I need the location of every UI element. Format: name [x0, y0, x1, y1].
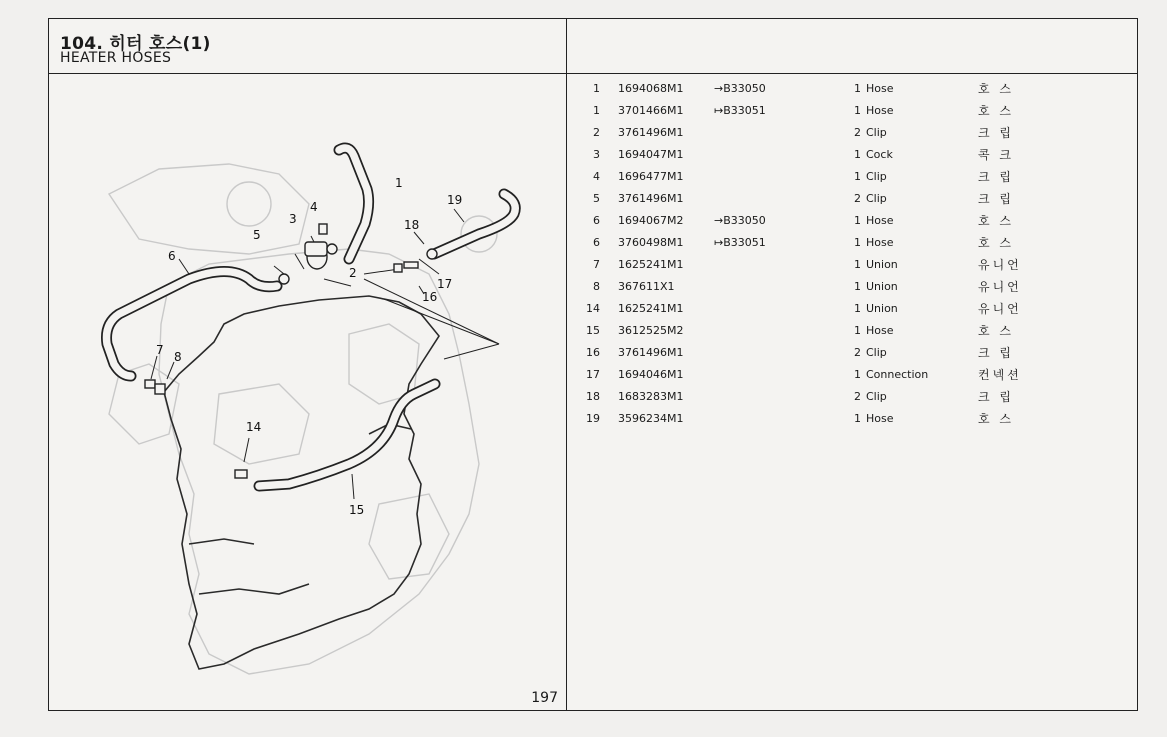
parts-row: [568, 122, 1137, 144]
parts-row: [568, 408, 1137, 430]
ref-number: 2: [593, 126, 600, 139]
part-number: 367611X1: [618, 280, 675, 293]
callout-6: 6: [168, 249, 176, 263]
fittings: [145, 224, 437, 478]
description: Clip: [866, 170, 887, 183]
callout-15: 15: [349, 503, 365, 517]
description-korean: 호 스: [978, 214, 1014, 228]
ref-number: 4: [593, 170, 600, 183]
page-number: 197: [531, 690, 558, 706]
quantity: 2: [854, 126, 861, 139]
quantity: 1: [854, 302, 861, 315]
ref-number: 16: [586, 346, 600, 359]
parts-row: [568, 298, 1137, 320]
header-divider: [566, 19, 567, 73]
description: Hose: [866, 82, 894, 95]
ref-number: 1: [593, 104, 600, 117]
part-number: 1694067M2: [618, 214, 684, 227]
ref-number: 3: [593, 148, 600, 161]
part-number: 1694068M1: [618, 82, 684, 95]
quantity: 1: [854, 280, 861, 293]
description-korean: 호 스: [978, 236, 1014, 250]
callout-8: 8: [174, 350, 182, 364]
description: Union: [866, 280, 898, 293]
quantity: 1: [854, 104, 861, 117]
description-korean: 유니언: [978, 280, 1022, 294]
part-number: 3760498M1: [618, 236, 684, 249]
parts-row: [568, 254, 1137, 276]
description-korean: 컨넥션: [978, 368, 1022, 382]
exploded-diagram: [49, 74, 567, 710]
ref-number: 18: [586, 390, 600, 403]
description-korean: 콕 크: [978, 148, 1014, 162]
callout-14: 14: [246, 420, 262, 434]
ref-number: 15: [586, 324, 600, 337]
description: Hose: [866, 214, 894, 227]
quantity: 1: [854, 148, 861, 161]
ref-number: 5: [593, 192, 600, 205]
quantity: 1: [854, 170, 861, 183]
quantity: 1: [854, 368, 861, 381]
description-korean: 유니언: [978, 258, 1022, 272]
parts-row: [568, 188, 1137, 210]
description: Clip: [866, 390, 887, 403]
callout-7: 7: [156, 343, 164, 357]
page-title-english: HEATER HOSES: [60, 50, 172, 66]
quantity: 1: [854, 324, 861, 337]
callout-5: 5: [253, 228, 261, 242]
description: Clip: [866, 346, 887, 359]
part-number: 1683283M1: [618, 390, 684, 403]
ref-number: 17: [586, 368, 600, 381]
serial-range: →B33050: [714, 82, 766, 95]
ref-number: 8: [593, 280, 600, 293]
ref-number: 7: [593, 258, 600, 271]
description: Union: [866, 258, 898, 271]
part-number: 3761496M1: [618, 192, 684, 205]
part-number: 1625241M1: [618, 302, 684, 315]
page-header: [49, 19, 1137, 74]
part-number: 1694047M1: [618, 148, 684, 161]
description-korean: 호 스: [978, 412, 1014, 426]
description: Connection: [866, 368, 929, 381]
ref-number: 1: [593, 82, 600, 95]
part-number: 1625241M1: [618, 258, 684, 271]
heater-hose-drawing: [49, 74, 566, 710]
quantity: 2: [854, 346, 861, 359]
parts-row: [568, 232, 1137, 254]
parts-row: [568, 276, 1137, 298]
callout-18: 18: [404, 218, 420, 232]
description: Cock: [866, 148, 893, 161]
callout-labels: [156, 176, 462, 517]
parts-list: [568, 74, 1137, 710]
description: Hose: [866, 412, 894, 425]
description-korean: 호 스: [978, 82, 1014, 96]
part-number: 3761496M1: [618, 126, 684, 139]
description: Hose: [866, 104, 894, 117]
callout-19: 19: [447, 193, 463, 207]
description: Union: [866, 302, 898, 315]
description: Clip: [866, 126, 887, 139]
serial-range: →B33050: [714, 214, 766, 227]
description: Hose: [866, 324, 894, 337]
serial-range: ↦B33051: [714, 104, 766, 117]
parts-catalog-page: [48, 18, 1138, 711]
description: Clip: [866, 192, 887, 205]
description-korean: 크 립: [978, 390, 1014, 404]
quantity: 2: [854, 192, 861, 205]
description-korean: 크 립: [978, 346, 1014, 360]
callout-2: 2: [349, 266, 357, 280]
parts-row: [568, 78, 1137, 100]
parts-row: [568, 100, 1137, 122]
part-number: 3612525M2: [618, 324, 684, 337]
ref-number: 6: [593, 236, 600, 249]
ref-number: 19: [586, 412, 600, 425]
parts-row: [568, 342, 1137, 364]
ref-number: 14: [586, 302, 600, 315]
ref-number: 6: [593, 214, 600, 227]
description-korean: 크 립: [978, 192, 1014, 206]
callout-1: 1: [395, 176, 403, 190]
part-number: 3701466M1: [618, 104, 684, 117]
quantity: 1: [854, 258, 861, 271]
part-number: 1696477M1: [618, 170, 684, 183]
description-korean: 크 립: [978, 126, 1014, 140]
part-number: 1694046M1: [618, 368, 684, 381]
parts-row: [568, 210, 1137, 232]
quantity: 1: [854, 236, 861, 249]
parts-row: [568, 364, 1137, 386]
callout-17: 17: [437, 277, 453, 291]
description-korean: 호 스: [978, 104, 1014, 118]
part-number: 3761496M1: [618, 346, 684, 359]
quantity: 1: [854, 82, 861, 95]
quantity: 1: [854, 412, 861, 425]
description-korean: 크 립: [978, 170, 1014, 184]
serial-range: ↦B33051: [714, 236, 766, 249]
description-korean: 유니언: [978, 302, 1022, 316]
quantity: 1: [854, 214, 861, 227]
parts-row: [568, 386, 1137, 408]
parts-row: [568, 166, 1137, 188]
engine-block-outline: [109, 164, 497, 674]
callout-16: 16: [422, 290, 438, 304]
parts-row: [568, 144, 1137, 166]
callout-3: 3: [289, 212, 297, 226]
page-title-korean: 104. 히터 호스(1): [60, 34, 211, 54]
callout-4: 4: [310, 200, 318, 214]
description-korean: 호 스: [978, 324, 1014, 338]
part-number: 3596234M1: [618, 412, 684, 425]
parts-row: [568, 320, 1137, 342]
description: Hose: [866, 236, 894, 249]
quantity: 2: [854, 390, 861, 403]
